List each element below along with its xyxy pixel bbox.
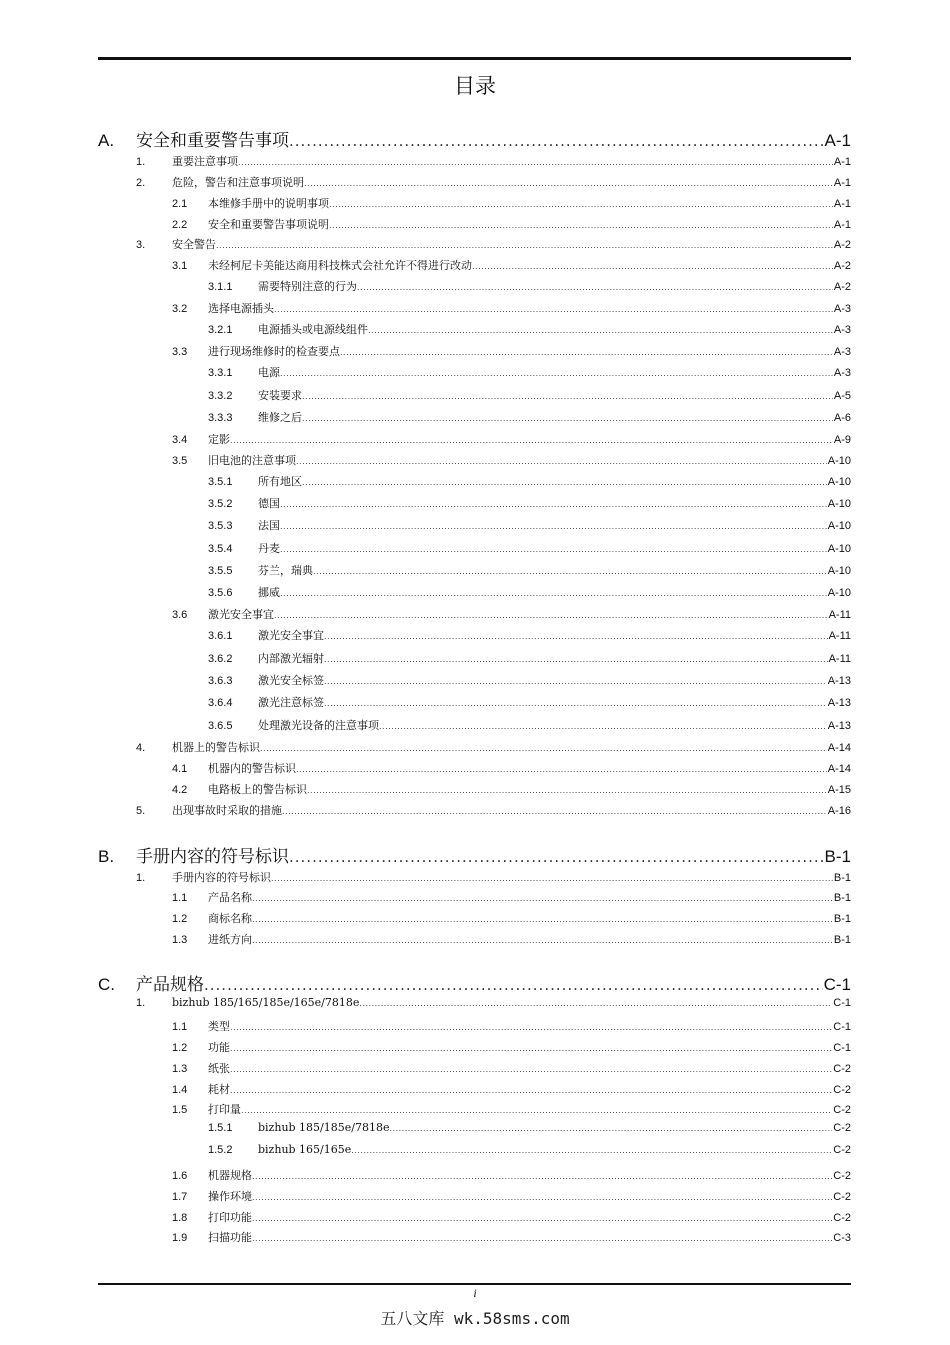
toc-entry-number: 1.6	[172, 1170, 188, 1182]
toc-entry-number: 3.5.1	[208, 476, 233, 488]
toc-entry-title: 产品名称	[208, 891, 252, 904]
toc-entry[interactable]	[172, 889, 851, 905]
dot-leader	[274, 305, 833, 314]
dot-leader	[280, 545, 827, 554]
toc-entry-number: 4.1	[172, 763, 188, 775]
toc-entry-number: 3.5.5	[208, 565, 233, 577]
dot-leader	[472, 262, 833, 271]
dot-leader	[230, 1065, 832, 1074]
toc-entry-page: A-3	[833, 367, 851, 379]
dot-leader	[252, 1193, 832, 1202]
toc-section-entry[interactable]	[98, 126, 851, 150]
toc-entry-number: 2.1	[172, 198, 188, 210]
toc-entry[interactable]	[136, 174, 851, 190]
toc-entry-title: 耗材	[208, 1083, 230, 1096]
toc-entry-title: 安全和重要警告事项说明	[208, 218, 329, 231]
dot-leader	[304, 179, 833, 188]
toc-entry[interactable]	[208, 409, 851, 425]
dot-leader	[302, 392, 833, 401]
dot-leader	[329, 200, 833, 209]
toc-entry-title: 丹麦	[258, 542, 280, 555]
toc-entry-number: 4.	[136, 742, 146, 754]
toc-entry-title: 激光安全事宜	[208, 608, 274, 621]
toc-entry[interactable]	[172, 300, 851, 316]
toc-entry[interactable]	[172, 1018, 851, 1034]
toc-entry-number: 1.	[136, 872, 146, 884]
toc-entry-number: 2.	[136, 177, 146, 189]
toc-entry-title: 旧电池的注意事项	[208, 454, 296, 467]
toc-entry-page: B-1	[824, 847, 851, 866]
toc-entry-title: 机器规格	[208, 1169, 252, 1182]
dot-leader	[216, 241, 833, 250]
dot-leader	[340, 348, 833, 357]
toc-entry-number: 1.5.2	[208, 1144, 233, 1156]
toc-entry[interactable]	[172, 216, 851, 232]
dot-leader	[379, 722, 827, 731]
toc-entry-page: A-13	[827, 697, 851, 709]
toc-entry-number: 5.	[136, 805, 146, 817]
toc-entry-number: 3.2.1	[208, 324, 233, 336]
toc-entry[interactable]	[172, 910, 851, 926]
toc-entry-title: 重要注意事项	[172, 155, 238, 168]
toc-entry-title: 激光安全事宜	[258, 629, 324, 642]
dot-leader	[302, 478, 827, 487]
bottom-rule	[98, 1283, 851, 1285]
dot-leader	[230, 436, 833, 445]
toc-entry-title: 法国	[258, 519, 280, 532]
toc-entry-number: 3.3.2	[208, 390, 233, 402]
toc-entry-number: 3.6.1	[208, 630, 233, 642]
toc-entry[interactable]	[172, 1188, 851, 1204]
toc-entry-title: 处理激光设备的注意事项	[258, 719, 379, 732]
toc-entry-page: A-10	[827, 520, 851, 532]
toc-entry-number: 3.5	[172, 455, 188, 467]
toc-entry-number: 1.7	[172, 1191, 188, 1203]
dot-leader	[252, 1214, 832, 1223]
toc-entry-title: 电源插头或电源线组件	[258, 323, 368, 336]
toc-entry[interactable]	[172, 1229, 851, 1245]
toc-entry-title: 商标名称	[208, 912, 252, 925]
dot-leader	[289, 132, 824, 150]
toc-entry-number: 1.5.1	[208, 1122, 233, 1134]
toc-entry-page: C-1	[823, 975, 851, 994]
toc-entry-title: 纸张	[208, 1062, 230, 1075]
toc-entry-page: A-10	[827, 498, 851, 510]
page-number: i	[473, 1286, 477, 1300]
toc-entry[interactable]	[208, 562, 851, 578]
dot-leader	[324, 655, 828, 664]
toc-entry-number: 4.2	[172, 784, 188, 796]
dot-leader	[289, 848, 824, 866]
toc-entry[interactable]	[172, 257, 851, 273]
dot-leader	[324, 632, 828, 641]
toc-entry-title: 手册内容的符号标识	[136, 847, 289, 866]
toc-entry-title: bizhub 185/165/185e/165e/7818e	[172, 996, 360, 1009]
toc-entry-number: 3.5.3	[208, 520, 233, 532]
toc-entry[interactable]	[208, 1143, 851, 1159]
toc-entry-number: 3.6.3	[208, 675, 233, 687]
dot-leader	[357, 283, 833, 292]
dot-leader	[280, 522, 827, 531]
toc-entry[interactable]	[208, 1121, 851, 1137]
toc-entry-title: 功能	[208, 1041, 230, 1054]
toc-entry-page: C-2	[833, 1170, 851, 1182]
toc-entry-number: 3.1.1	[208, 281, 233, 293]
toc-entry-title: 电路板上的警告标识	[208, 783, 307, 796]
toc-entry-number: 1.1	[172, 1021, 188, 1033]
dot-leader	[359, 999, 832, 1008]
toc-entry-number: 1.4	[172, 1084, 188, 1096]
toc-entry-page: A-10	[827, 476, 851, 488]
toc-entry[interactable]	[136, 996, 851, 1012]
toc-entry[interactable]	[172, 431, 851, 447]
toc-entry-number: 3.3.1	[208, 367, 233, 379]
dot-leader	[324, 699, 827, 708]
dot-leader	[324, 677, 827, 686]
toc-entry-page: A-3	[833, 324, 851, 336]
toc-section-entry[interactable]	[98, 842, 851, 866]
toc-entry-title: 激光安全标签	[258, 674, 324, 687]
toc-entry-title: 操作环境	[208, 1190, 252, 1203]
toc-entry[interactable]	[172, 1167, 851, 1183]
toc-entry-page: C-2	[833, 1144, 851, 1156]
toc-entry-page: A-14	[827, 763, 851, 775]
toc-entry[interactable]	[172, 195, 851, 211]
toc-entry-page: A-1	[824, 131, 851, 150]
toc-entry[interactable]	[208, 694, 851, 710]
toc-entry-title: bizhub 165/165e	[258, 1143, 352, 1156]
toc-entry-page: A-1	[833, 198, 851, 210]
toc-entry-title: 扫描功能	[208, 1231, 252, 1244]
toc-entry-page: A-10	[827, 587, 851, 599]
dot-leader	[296, 457, 827, 466]
toc-entry-title: 电源	[258, 366, 280, 379]
toc-entry-title: 德国	[258, 497, 280, 510]
toc-entry-title: 激光注意标签	[258, 696, 324, 709]
toc-entry[interactable]	[208, 387, 851, 403]
toc-entry[interactable]	[172, 1081, 851, 1097]
dot-leader	[230, 1044, 832, 1053]
dot-leader	[389, 1124, 832, 1133]
dot-leader	[280, 369, 833, 378]
toc-entry-page: A-1	[833, 177, 851, 189]
toc-entry-number: B.	[98, 847, 115, 866]
toc-entry[interactable]	[208, 517, 851, 533]
toc-entry[interactable]	[172, 1060, 851, 1076]
toc-entry-number: 1.3	[172, 1063, 188, 1075]
toc-entry-number: 3.5.4	[208, 543, 233, 555]
toc-entry-page: C-1	[833, 1021, 851, 1033]
toc-entry-page: C-2	[833, 1084, 851, 1096]
toc-entry-title: 机器内的警告标识	[208, 762, 296, 775]
top-rule	[98, 57, 851, 60]
dot-leader	[280, 500, 827, 509]
toc-entry-page: A-1	[833, 219, 851, 231]
toc-entry[interactable]	[208, 540, 851, 556]
toc-entry-page: A-3	[833, 303, 851, 315]
dot-leader	[230, 1023, 832, 1032]
toc-entry-title: 类型	[208, 1020, 230, 1033]
toc-entry[interactable]	[172, 1039, 851, 1055]
dot-leader	[252, 894, 833, 903]
toc-entry-page: C-2	[833, 1104, 851, 1116]
toc-entry-page: C-2	[833, 1191, 851, 1203]
dot-leader	[368, 326, 833, 335]
toc-entry[interactable]	[136, 236, 851, 252]
toc-entry-number: 3.5.2	[208, 498, 233, 510]
toc-entry-page: A-10	[827, 565, 851, 577]
toc-entry[interactable]	[208, 321, 851, 337]
toc-entry-title: 进行现场维修时的检查要点	[208, 345, 340, 358]
toc-section-entry[interactable]	[98, 970, 851, 994]
toc-entry-number: 3.5.6	[208, 587, 233, 599]
toc-entry-number: 3.3	[172, 346, 188, 358]
toc-entry[interactable]	[172, 760, 851, 776]
toc-entry-title: 产品规格	[136, 975, 204, 994]
toc-entry-page: A-2	[833, 239, 851, 251]
dot-leader	[351, 1146, 832, 1155]
toc-entry-number: 3.6.2	[208, 653, 233, 665]
toc-entry-page: A-10	[827, 455, 851, 467]
toc-entry-title: 进纸方向	[208, 933, 252, 946]
dot-leader	[296, 765, 827, 774]
toc-entry-title: 维修之后	[258, 411, 302, 424]
toc-entry-title: 出现事故时采取的措施	[172, 804, 282, 817]
toc-entry-page: A-9	[833, 434, 851, 446]
toc-entry[interactable]	[136, 869, 851, 885]
toc-entry-number: 3.6.5	[208, 720, 233, 732]
toc-entry-title: 内部激光辐射	[258, 652, 324, 665]
toc-entry[interactable]	[208, 650, 851, 666]
toc-entry-page: A-6	[833, 412, 851, 424]
toc-entry-title: 芬兰，瑞典	[258, 564, 313, 577]
toc-entry[interactable]	[172, 343, 851, 359]
toc-entry-title: 打印功能	[208, 1211, 252, 1224]
dot-leader	[329, 221, 833, 230]
toc-entry-page: C-2	[833, 1122, 851, 1134]
dot-leader	[302, 414, 833, 423]
toc-entry-title: 本维修手册中的说明事项	[208, 197, 329, 210]
toc-entry-page: C-3	[833, 1232, 851, 1244]
toc-entry-title: 未经柯尼卡美能达商用科技株式会社允许不得进行改动	[208, 259, 472, 272]
toc-entry-number: 1.	[136, 997, 146, 1009]
dot-leader	[230, 1086, 832, 1095]
toc-entry-number: 1.1	[172, 892, 188, 904]
dot-leader	[313, 567, 827, 576]
toc-entry[interactable]	[208, 495, 851, 511]
dot-leader	[271, 874, 833, 883]
dot-leader	[204, 976, 823, 994]
toc-entry-title: 打印量	[208, 1103, 241, 1116]
toc-entry[interactable]	[172, 781, 851, 797]
toc-entry-number: 3.4	[172, 434, 188, 446]
toc-entry-number: 3.	[136, 239, 146, 251]
toc-entry-number: 3.3.3	[208, 412, 233, 424]
toc-entry[interactable]	[136, 802, 851, 818]
dot-leader	[252, 915, 833, 924]
toc-entry-number: 2.2	[172, 219, 188, 231]
toc-entry-page: A-13	[827, 675, 851, 687]
toc-entry[interactable]	[172, 1101, 851, 1117]
dot-leader	[280, 589, 827, 598]
toc-entry-title: 所有地区	[258, 475, 302, 488]
dot-leader	[274, 611, 828, 620]
toc-entry-page: C-2	[833, 1063, 851, 1075]
dot-leader	[238, 158, 833, 167]
dot-leader	[260, 744, 827, 753]
page-title: 目录	[454, 74, 496, 98]
toc-entry-page: B-1	[833, 934, 851, 946]
toc-entry-page: A-16	[827, 805, 851, 817]
toc-entry-number: 1.9	[172, 1232, 188, 1244]
toc-entry-page: A-11	[828, 609, 851, 621]
toc-entry-title: 手册内容的符号标识	[172, 871, 271, 884]
toc-entry-number: 3.6.4	[208, 697, 233, 709]
toc-entry-page: A-13	[827, 720, 851, 732]
toc-entry[interactable]	[172, 931, 851, 947]
toc-entry[interactable]	[136, 739, 851, 755]
toc-entry-page: A-11	[828, 653, 851, 665]
toc-entry[interactable]	[208, 584, 851, 600]
toc-entry-title: 安装要求	[258, 389, 302, 402]
toc-entry[interactable]	[136, 153, 851, 169]
toc-entry[interactable]	[172, 1209, 851, 1225]
toc-entry-page: C-2	[833, 1212, 851, 1224]
toc-entry-page: A-2	[833, 260, 851, 272]
toc-entry[interactable]	[172, 606, 851, 622]
toc-entry-number: 3.6	[172, 609, 188, 621]
toc-entry-page: A-5	[833, 390, 851, 402]
toc-entry[interactable]	[172, 452, 851, 468]
toc-entry[interactable]	[208, 627, 851, 643]
watermark-footer: 五八文库 wk.58sms.com	[380, 1309, 570, 1328]
toc-entry-page: A-10	[827, 543, 851, 555]
dot-leader	[307, 786, 827, 795]
toc-entry-number: 1.5	[172, 1104, 188, 1116]
toc-entry-number: 1.2	[172, 1042, 188, 1054]
toc-entry-number: 3.1	[172, 260, 188, 272]
toc-entry-title: bizhub 185/185e/7818e	[258, 1121, 390, 1134]
toc-entry-page: B-1	[833, 892, 851, 904]
dot-leader	[252, 1234, 832, 1243]
toc-entry[interactable]	[208, 364, 851, 380]
toc-entry-page: C-1	[833, 997, 851, 1009]
toc-entry[interactable]	[208, 672, 851, 688]
toc-entry-page: A-2	[833, 281, 851, 293]
toc-entry-page: B-1	[833, 913, 851, 925]
toc-entry-number: C.	[98, 975, 115, 994]
toc-entry-title: 安全和重要警告事项	[136, 131, 289, 150]
toc-entry[interactable]	[208, 278, 851, 294]
toc-entry-page: A-1	[833, 156, 851, 168]
toc-entry[interactable]	[208, 473, 851, 489]
dot-leader	[241, 1106, 832, 1115]
dot-leader	[282, 807, 827, 816]
toc-entry-title: 需要特别注意的行为	[258, 280, 357, 293]
toc-entry-number: 1.2	[172, 913, 188, 925]
toc-entry-title: 安全警告	[172, 238, 216, 251]
toc-entry-title: 选择电源插头	[208, 302, 274, 315]
toc-entry-title: 挪威	[258, 586, 280, 599]
dot-leader	[252, 936, 833, 945]
toc-entry-page: B-1	[833, 872, 851, 884]
dot-leader	[252, 1172, 832, 1181]
toc-entry-title: 定影	[208, 433, 230, 446]
toc-entry-page: A-14	[827, 742, 851, 754]
toc-entry[interactable]	[208, 717, 851, 733]
toc-entry-number: A.	[98, 131, 115, 150]
toc-entry-number: 1.3	[172, 934, 188, 946]
toc-entry-title: 机器上的警告标识	[172, 741, 260, 754]
toc-entry-number: 1.8	[172, 1212, 188, 1224]
toc-entry-number: 1.	[136, 156, 146, 168]
toc-entry-title: 危险，警告和注意事项说明	[172, 176, 304, 189]
toc-entry-page: A-3	[833, 346, 851, 358]
toc-entry-page: A-11	[828, 630, 851, 642]
toc-entry-page: A-15	[827, 784, 851, 796]
toc-entry-page: C-1	[833, 1042, 851, 1054]
toc-entry-number: 3.2	[172, 303, 188, 315]
